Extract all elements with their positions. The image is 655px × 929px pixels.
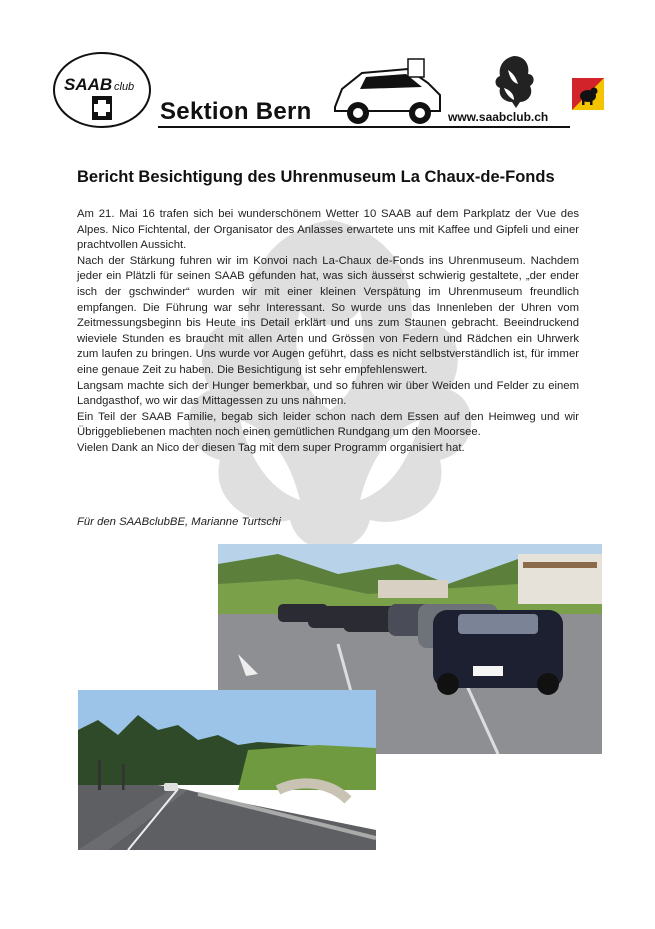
- section-title: Sektion Bern: [160, 98, 312, 125]
- paragraph: Nach der Stärkung fuhren wir im Konvoi nach La-Chaux de-Fonds ins Uhrenmuseum. Nachdem jeder ein Plätzli für seinen SAAB gefunden hat, was sich äusserst schwierig gestaltete, „der ender isch der gschwinder“ wurden wir mit einer kleinen Verspätung im Uhrenmuseum freundlich empfangen. Die Führung war sehr Interessant. So wurde uns das Innenleben der Uhren vom Zeitmessungsbeginn bis Heute ins Detail erklärt und uns zum Staunen gebracht. Beeindruckend wieviele Stunden es braucht mit allen Arten und Grössen von Federn und Rädchen ein Uhrwerk zum laufen zu bringen. Uns wurde vor Augen geführt, dass es nicht selbstverständlich ist, für immer eine genaue Zeit zu haben. Die Besichtigung ist sehr empfehlenswert.: [77, 254, 579, 376]
- signature: Für den SAABclubBE, Marianne Turtschi: [77, 516, 281, 528]
- website-link[interactable]: www.saabclub.ch: [448, 110, 549, 124]
- paragraph: Ein Teil der SAAB Familie, begab sich leider schon nach dem Essen auf den Heimweg und wir Übriggebliebenen machten noch einen gemütlichen Rundgang um den Moorsee.: [77, 410, 579, 439]
- logo-text: SAAB: [64, 75, 113, 94]
- logo-subtext: club: [114, 81, 135, 93]
- paragraph: Am 21. Mai 16 trafen sich bei wunderschönem Wetter 10 SAAB auf dem Parkplatz der Vue des Alpes. Nico Fichtental, der Organisator des Anlasses erwartete uns mit Kaffee und Gipfeli und einer prachtvollen Aussicht.: [77, 208, 579, 252]
- paragraph: Langsam machte sich der Hunger bemerkbar, und so fuhren wir über Weiden und Felder zu einem Landgasthof, wo wir das Mittagessen zu uns nahmen.: [77, 379, 579, 408]
- saab-car-icon: [330, 55, 445, 127]
- bern-flag-icon: [572, 78, 604, 110]
- report-body: [77, 207, 579, 457]
- paragraph: Vielen Dank an Nico der diesen Tag mit dem super Programm organisiert hat.: [77, 441, 465, 454]
- document-title: Bericht Besichtigung des Uhrenmuseum La Chaux-de-Fonds: [77, 168, 555, 186]
- saab-club-logo: [52, 50, 152, 130]
- saab-griffin-icon: [490, 52, 538, 110]
- road-photo: [78, 690, 376, 850]
